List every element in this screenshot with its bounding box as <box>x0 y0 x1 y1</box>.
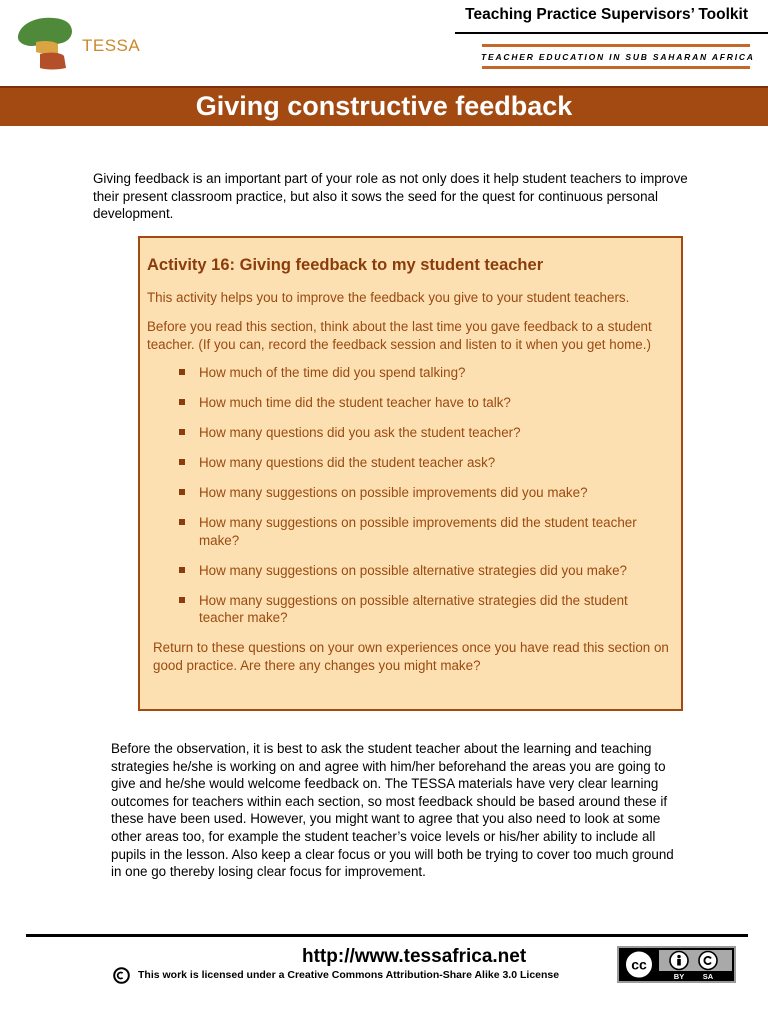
cc-by-sa-badge-icon[interactable] <box>617 946 736 983</box>
question-text: How many suggestions on possible improvements did you make? <box>199 485 588 501</box>
list-item <box>179 424 673 442</box>
bullet-icon <box>179 597 185 603</box>
intro-paragraph: Giving feedback is an important part of your role as not only does it help student teachers to improve their present classroom practice, but also it sows the seed for the quest for continuous personal development. <box>93 171 688 222</box>
activity-intro: This activity helps you to improve the feedback you give to your student teachers. <box>147 290 630 305</box>
tagline: TEACHER EDUCATION IN SUB SAHARAN AFRICA <box>481 52 755 62</box>
license-text: This work is licensed under a Creative Commons Attribution-Share Alike 3.0 License <box>138 969 560 981</box>
question-text: How much time did the student teacher have to talk? <box>199 395 511 411</box>
question-text: How many suggestions on possible improvements did the student teacher make? <box>199 515 637 548</box>
bullet-icon <box>179 399 185 405</box>
list-item <box>179 592 673 627</box>
body-paragraph: Before the observation, it is best to ask the student teacher about the learning and teaching strategies he/she is working on and agree with him/her beforehand the areas you are going to give and he/she would welcome feedback on. The TESSA materials have very clear learning outcomes for teachers within each section, so most feedback should be based around these if these have been used. However, you might want to agree that you also need to look at some other areas too, for example the student teacher’s voice levels or his/her ability to include all pupils in the lesson. Also keep a clear focus or you will both be trying to cover too much ground in one go thereby losing clear focus for improvement. <box>111 741 674 880</box>
page-title: Giving constructive feedback <box>195 91 573 121</box>
bullet-icon <box>179 489 185 495</box>
activity-closing: Return to these questions on your own experiences once you have read this section on good practice. Are there any changes you might make? <box>153 640 669 674</box>
badge-by-label: BY <box>673 972 685 981</box>
bullet-icon <box>179 567 185 573</box>
bullet-icon <box>179 459 185 465</box>
footer-url-link[interactable]: http://www.tessafrica.net <box>302 946 527 967</box>
bullet-icon <box>179 519 185 525</box>
question-text: How much of the time did you spend talking? <box>199 365 466 381</box>
question-list <box>179 364 673 627</box>
question-text: How many suggestions on possible alternative strategies did the student teacher make? <box>199 592 628 626</box>
list-item <box>179 514 673 549</box>
list-item <box>179 454 673 472</box>
question-text: How many suggestions on possible alternative strategies did you make? <box>199 562 627 578</box>
logo-text: TESSA <box>82 36 141 55</box>
activity-box <box>138 236 683 711</box>
header-rule-orange <box>482 44 750 47</box>
bullet-icon <box>179 429 185 435</box>
list-item <box>179 364 673 382</box>
list-item <box>179 562 673 580</box>
footer-rule <box>26 934 748 937</box>
badge-sa-label: SA <box>702 972 714 981</box>
header-rule <box>455 32 768 34</box>
list-item <box>179 394 673 412</box>
creative-commons-icon <box>113 967 130 984</box>
question-text: How many questions did the student teacher ask? <box>199 455 496 471</box>
header-rule-orange-bottom <box>482 66 750 69</box>
question-text: How many questions did you ask the student teacher? <box>199 425 521 441</box>
activity-title: Activity 16: Giving feedback to my student teacher <box>147 256 544 274</box>
bullet-icon <box>179 369 185 375</box>
toolkit-title: Teaching Practice Supervisors’ Toolkit <box>465 6 748 23</box>
title-banner <box>0 86 768 126</box>
badge-cc-text: cc <box>631 956 647 973</box>
activity-instructions: Before you read this section, think about the last time you gave feedback to a student teacher. (If you can, record the feedback session and listen to it when you get home.) <box>147 318 652 352</box>
list-item <box>179 484 673 502</box>
